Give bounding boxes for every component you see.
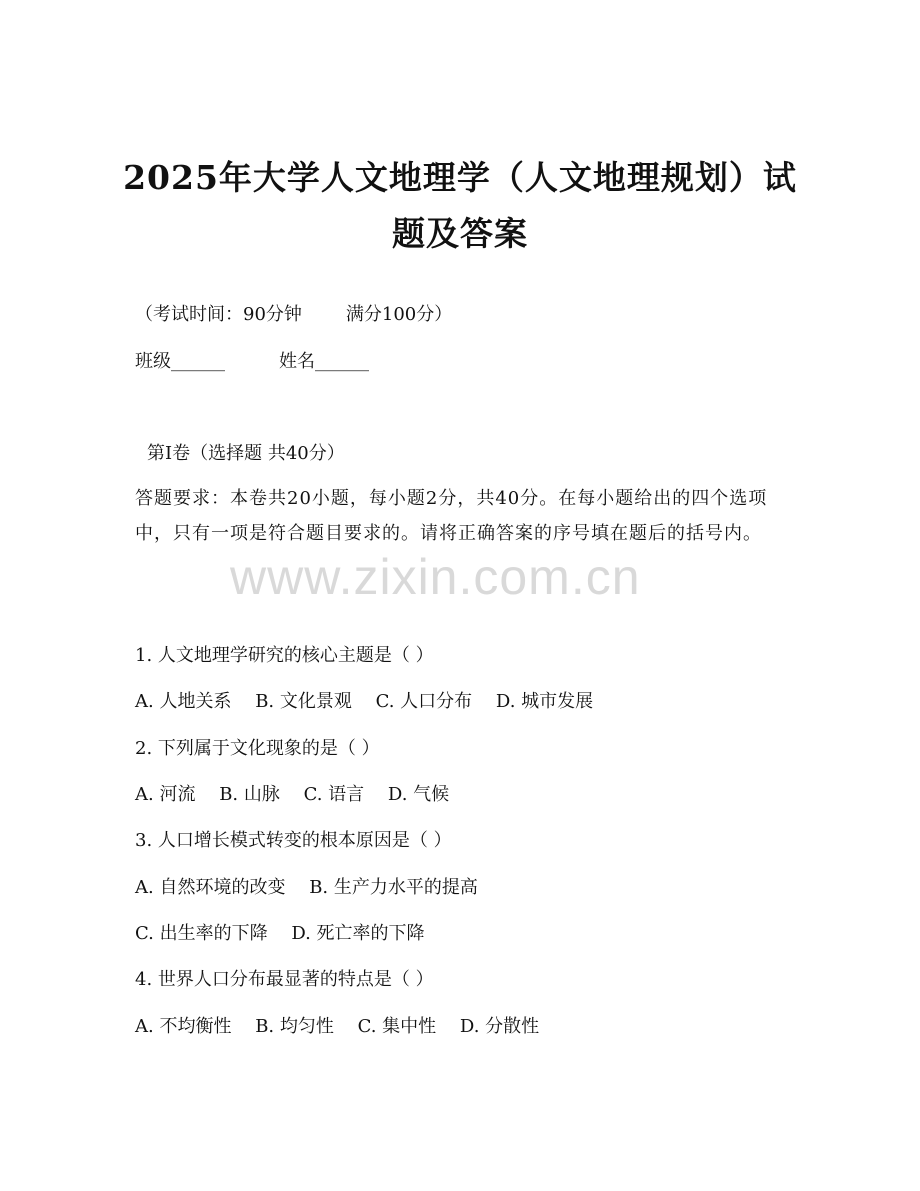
- document-title: 2025年大学人文地理学（人文地理规划）试题及答案: [123, 158, 797, 253]
- section-instructions: 答题要求：本卷共20小题，每小题2分，共40分。在每小题给出的四个选项中，只有一项是符合题目要求的。请将正确答案的序号填在题后的括号内。: [135, 488, 768, 544]
- option-c: C. 集中性: [357, 1016, 437, 1037]
- option-a: A. 不均衡性: [135, 1016, 232, 1037]
- question-stem: 2. 下列属于文化现象的是（ ）: [135, 738, 380, 759]
- exam-info: [135, 303, 452, 327]
- name-field-label: 姓名______: [279, 351, 369, 372]
- exam-time: （考试时间：90分钟: [135, 304, 302, 325]
- question-stem: 1. 人文地理学研究的核心主题是（ ）: [135, 645, 434, 666]
- option-b: B. 生产力水平的提高: [309, 877, 478, 898]
- option-a: A. 自然环境的改变: [135, 877, 286, 898]
- option-d: D. 城市发展: [495, 691, 594, 712]
- option-a: A. 河流: [135, 784, 196, 805]
- exam-total-score: 满分100分）: [345, 304, 453, 325]
- option-c: C. 出生率的下降: [135, 923, 268, 944]
- option-b: B. 均匀性: [255, 1016, 334, 1037]
- option-c: C. 语言: [303, 784, 365, 805]
- option-d: D. 气候: [387, 784, 450, 805]
- option-d: D. 死亡率的下降: [291, 923, 425, 944]
- option-line: [135, 783, 467, 807]
- option-line: [135, 876, 496, 900]
- student-info: [135, 350, 369, 374]
- class-field-label: 班级______: [135, 351, 225, 372]
- option-b: B. 山脉: [219, 784, 280, 805]
- option-line: [135, 922, 443, 946]
- question-stem: 3. 人口增长模式转变的根本原因是（ ）: [135, 830, 452, 851]
- option-c: C. 人口分布: [375, 691, 473, 712]
- option-line: [135, 1015, 557, 1039]
- option-d: D. 分散性: [459, 1016, 540, 1037]
- question-stem: 4. 世界人口分布最显著的特点是（ ）: [135, 969, 434, 990]
- watermark: www.zixin.com.cn: [230, 549, 641, 605]
- option-line: [135, 690, 611, 714]
- section-heading: 第Ⅰ卷（选择题 共40分）: [147, 443, 345, 464]
- option-b: B. 文化景观: [255, 691, 352, 712]
- option-a: A. 人地关系: [135, 691, 232, 712]
